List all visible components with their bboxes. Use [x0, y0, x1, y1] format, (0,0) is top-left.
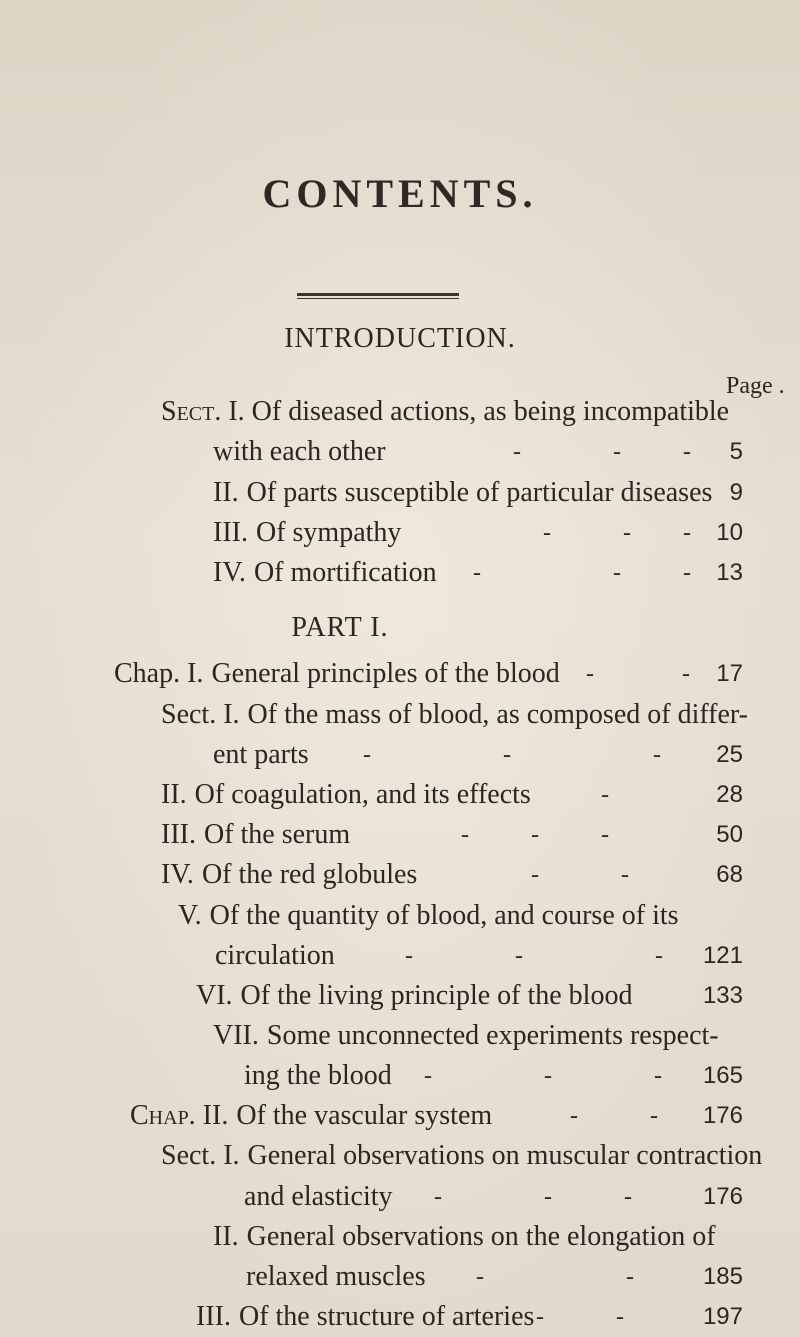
- title-rule-bottom: [297, 298, 459, 299]
- toc-entry-continued: ent parts - - - 25: [213, 735, 743, 775]
- toc-entry-continued: circulation - - - 121: [215, 936, 743, 976]
- entry-label: III.: [213, 517, 248, 548]
- introduction-heading: INTRODUCTION.: [284, 323, 516, 354]
- toc-entry-continued: relaxed muscles - - 185: [246, 1257, 743, 1297]
- entry-label: VII.: [213, 1020, 259, 1051]
- entry-page: 121: [702, 942, 743, 969]
- entry-title: General observations on the elongation of: [246, 1221, 716, 1252]
- entry-title: Of the structure of arteries: [238, 1301, 535, 1332]
- entry-label: II.: [161, 779, 187, 810]
- entry-page: 197: [702, 1303, 743, 1330]
- entry-label: V.: [178, 900, 202, 931]
- entry-label: IV.: [161, 859, 194, 890]
- entry-page: 9: [729, 479, 743, 506]
- entry-title: Of coagulation, and its effects: [194, 779, 531, 810]
- chapter-entry: Chap. II. Of the vascular system - - 176: [130, 1096, 743, 1136]
- chapter-label: Chap. II.: [130, 1100, 229, 1131]
- entry-page: 5: [729, 438, 743, 465]
- entry-page: 28: [716, 781, 743, 808]
- entry-title-cont: ing the blood: [244, 1060, 392, 1091]
- entry-title: Of sympathy: [255, 517, 402, 548]
- entry-page: 133: [702, 982, 743, 1009]
- entry-title: Of the quantity of blood, and course of its: [209, 900, 679, 931]
- page-title: CONTENTS.: [262, 171, 538, 216]
- entry-page: 13: [716, 559, 743, 586]
- toc-entry: [196, 976, 743, 1016]
- toc-entry: [161, 1136, 763, 1176]
- title-rule-top: [297, 293, 459, 296]
- entry-page: 25: [716, 741, 743, 768]
- entry-title: Of the mass of blood, as composed of differ-: [247, 699, 749, 730]
- toc-entry: [213, 473, 743, 513]
- entry-label: VI.: [196, 980, 233, 1011]
- entry-title: Of mortification: [253, 557, 437, 588]
- entry-title: Of parts susceptible of particular diseases: [246, 477, 713, 508]
- entry-title-cont: ent parts: [213, 739, 309, 770]
- toc-entry: III. Of sympathy - - - 10: [213, 513, 743, 553]
- toc-entry: [161, 695, 749, 735]
- entry-page: 165: [702, 1062, 743, 1089]
- chapter-entry: Chap. I. General principles of the blood - - 17: [114, 654, 743, 694]
- entry-label: Sect. I.: [161, 699, 240, 730]
- entry-label: Sect. I.: [161, 396, 245, 427]
- toc-entry: III. Of the serum - - - 50: [161, 815, 743, 855]
- entry-page: 50: [716, 821, 743, 848]
- toc-entry: II. Of coagulation, and its effects - 28: [161, 775, 743, 815]
- toc-entry-continued: ing the blood - - - 165: [244, 1056, 743, 1096]
- toc-entry: [213, 1217, 743, 1257]
- toc-entry-continued: and elasticity - - - 176: [244, 1177, 743, 1217]
- entry-label: II.: [213, 1221, 239, 1252]
- entry-title-cont: and elasticity: [244, 1181, 393, 1212]
- entry-label: II.: [213, 477, 239, 508]
- toc-entry-continued: with each other - - - 5: [213, 432, 743, 472]
- chapter-label: Chap. I.: [114, 658, 204, 689]
- entry-title-cont: with each other: [213, 436, 386, 467]
- entry-title: Of the serum: [203, 819, 351, 850]
- toc-entry: [178, 896, 743, 936]
- entry-label: III.: [196, 1301, 231, 1332]
- entry-page: 68: [716, 861, 743, 888]
- toc-entry: III. Of the structure of arteries - - 197: [196, 1297, 743, 1337]
- chapter-page: 176: [702, 1102, 743, 1129]
- entry-page: 176: [702, 1183, 743, 1210]
- chapter-title: General principles of the blood: [211, 658, 560, 689]
- entry-page: 10: [716, 519, 743, 546]
- page-column-label: Page .: [726, 373, 785, 399]
- entry-title: Some unconnected experiments respect-: [266, 1020, 719, 1051]
- chapter-title: Of the vascular system: [236, 1100, 493, 1131]
- entry-title-cont: circulation: [215, 940, 335, 971]
- toc-entry: IV. Of mortification - - - 13: [213, 553, 743, 593]
- toc-entry: IV. Of the red globules - - 68: [161, 855, 743, 895]
- entry-title: Of the red globules: [201, 859, 418, 890]
- entry-label: III.: [161, 819, 196, 850]
- entry-title-cont: relaxed muscles: [246, 1261, 426, 1292]
- entry-title: General observations on muscular contraction: [247, 1140, 763, 1171]
- entry-title: Of diseased actions, as being incompatible: [251, 396, 730, 427]
- entry-label: IV.: [213, 557, 246, 588]
- entry-page: 185: [702, 1263, 743, 1290]
- entry-title: Of the living principle of the blood: [240, 980, 633, 1011]
- chapter-page: 17: [716, 660, 743, 687]
- entry-label: Sect. I.: [161, 1140, 240, 1171]
- part-heading: PART I.: [291, 612, 389, 643]
- toc-entry: [213, 1016, 743, 1056]
- toc-entry: [161, 392, 730, 432]
